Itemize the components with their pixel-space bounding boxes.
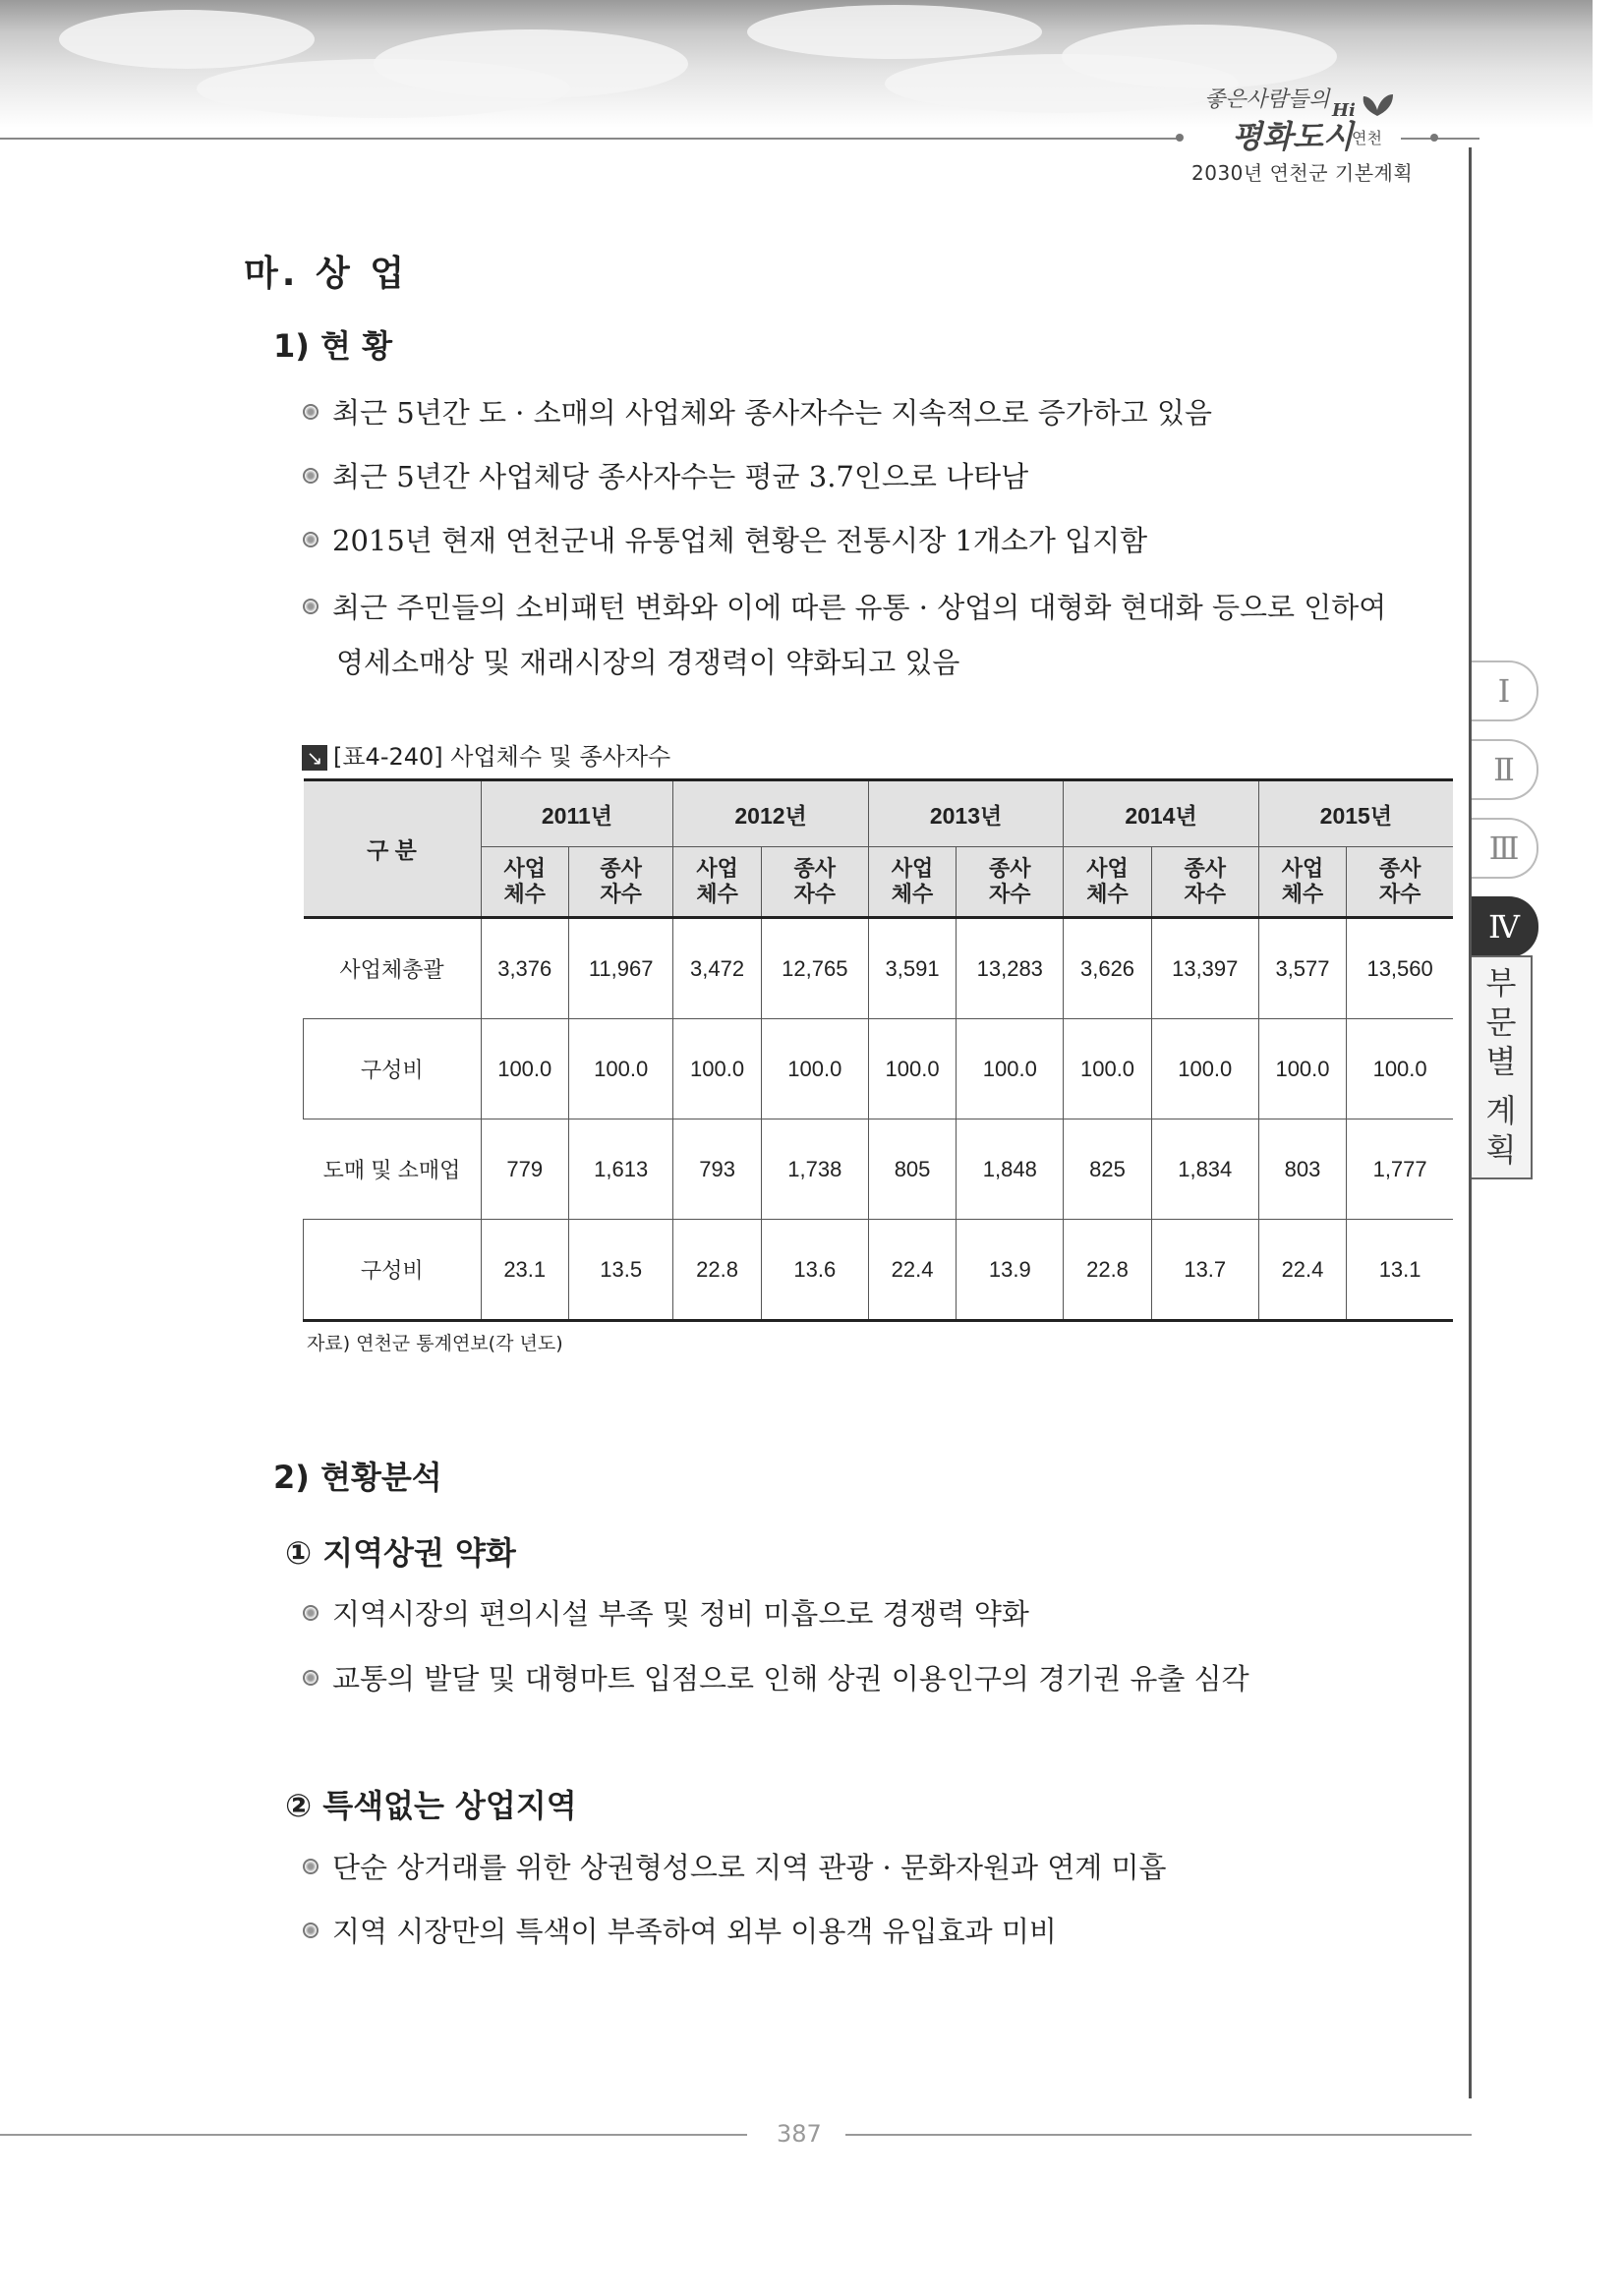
table-cell: 100.0 (868, 1019, 956, 1119)
bullet-item: 최근 5년간 사업체당 종사자수는 평균 3.7인으로 나타남 (303, 455, 1028, 495)
table-cell: 100.0 (1151, 1019, 1258, 1119)
chapter-label-vertical (1472, 955, 1533, 1179)
bullet-icon (303, 468, 319, 484)
row-label: 구성비 (304, 1019, 482, 1119)
table-corner-header: 구 분 (304, 780, 482, 918)
table-cell: 3,472 (673, 918, 761, 1019)
row-label: 도매 및 소매업 (304, 1119, 482, 1220)
table-row (304, 1220, 1454, 1321)
bullet-icon (303, 532, 319, 547)
chapter-label-char: 부 (1485, 964, 1517, 1002)
chapter-tab-4[interactable]: Ⅳ (1472, 896, 1538, 957)
subsection-status-title: 1) 현 황 (273, 327, 392, 365)
arrow-icon: ↘ (302, 745, 327, 771)
subheader-business-count: 사업 체수 (673, 847, 761, 918)
table-cell: 11,967 (568, 918, 672, 1019)
footer-rule-left (0, 2134, 747, 2136)
table-cell: 3,376 (481, 918, 568, 1019)
year-header: 2013년 (868, 780, 1063, 847)
year-header: 2011년 (481, 780, 673, 847)
logo-city: 연천 (1352, 129, 1382, 147)
bullet-icon (303, 404, 319, 420)
table-cell: 13.5 (568, 1220, 672, 1321)
item1-title: ① 지역상권 약화 (285, 1534, 516, 1572)
cloud-shape (59, 10, 315, 69)
table-cell: 803 (1258, 1119, 1346, 1220)
table-cell: 13,397 (1151, 918, 1258, 1019)
table-source-note: 자료) 연천군 통계연보(각 년도) (307, 1333, 563, 1354)
table-row (304, 1119, 1454, 1220)
table-cell: 1,613 (568, 1119, 672, 1220)
header-rule-dot (1176, 134, 1184, 142)
chapter-tab-3[interactable]: Ⅲ (1472, 818, 1538, 879)
table-cell: 3,591 (868, 918, 956, 1019)
table-cell: 1,848 (957, 1119, 1064, 1220)
table-cell: 3,626 (1064, 918, 1151, 1019)
bullet-item: 교통의 발달 및 대형마트 입점으로 인해 상권 이용인구의 경기권 유출 심각 (303, 1657, 1249, 1697)
table-cell: 100.0 (568, 1019, 672, 1119)
header-rule-right (1401, 138, 1479, 140)
cloud-shape (197, 59, 570, 118)
table-row (304, 918, 1454, 1019)
table-cell: 100.0 (673, 1019, 761, 1119)
bullet-item: 최근 주민들의 소비패턴 변화와 이에 따른 유통 · 상업의 대형화 현대화 등으로 인하여 (303, 586, 1386, 626)
table-cell: 12,765 (761, 918, 868, 1019)
bullet-item: 단순 상거래를 위한 상권형성으로 지역 관광 · 문화자원과 연계 미흡 (303, 1846, 1167, 1886)
business-stats-table (303, 778, 1453, 1322)
subsection-analysis-title: 2) 현황분석 (273, 1459, 442, 1496)
subheader-employee-count: 종사 자수 (1347, 847, 1453, 918)
table-cell: 13,283 (957, 918, 1064, 1019)
logo-hi: Hi (1332, 100, 1356, 121)
chapter-tab-2[interactable]: Ⅱ (1472, 739, 1538, 800)
bullet-item: 지역 시장만의 특색이 부족하여 외부 이용객 유입효과 미비 (303, 1910, 1057, 1950)
bullet-item: 최근 5년간 도 · 소매의 사업체와 종사자수는 지속적으로 증가하고 있음 (303, 391, 1212, 431)
table-cell: 825 (1064, 1119, 1151, 1220)
table-cell: 100.0 (957, 1019, 1064, 1119)
bullet-icon (303, 1859, 319, 1874)
table-cell: 100.0 (1064, 1019, 1151, 1119)
bullet-item: 지역시장의 편의시설 부족 및 정비 미흡으로 경쟁력 약화 (303, 1592, 1029, 1633)
subheader-employee-count: 종사 자수 (957, 847, 1064, 918)
table-cell: 1,777 (1347, 1119, 1453, 1220)
chapter-label-char: 별 (1485, 1043, 1517, 1080)
chapter-label-char: 계 (1485, 1092, 1517, 1129)
table-cell: 3,577 (1258, 918, 1346, 1019)
bullet-continuation: 영세소매상 및 재래시장의 경쟁력이 약화되고 있음 (336, 646, 960, 679)
logo-line2: 평화도시 (1232, 118, 1354, 155)
bullet-icon (303, 1605, 319, 1621)
section-title: 마. 상 업 (244, 254, 409, 294)
chapter-label-char: 문 (1485, 1004, 1517, 1041)
table-cell: 22.8 (1064, 1220, 1151, 1321)
table-cell: 13.1 (1347, 1220, 1453, 1321)
subheader-employee-count: 종사 자수 (568, 847, 672, 918)
chapter-label-char: 획 (1485, 1131, 1517, 1169)
logo-line1: 좋은사람들의 (1204, 87, 1330, 112)
bullet-item: 2015년 현재 연천군내 유통업체 현황은 전통시장 1개소가 입지함 (303, 519, 1147, 559)
header-rule (0, 138, 1180, 140)
bullet-icon (303, 599, 319, 614)
row-label: 사업체총괄 (304, 918, 482, 1019)
cloud-shape (747, 5, 1042, 59)
subheader-business-count: 사업 체수 (1064, 847, 1151, 918)
table-cell: 1,834 (1151, 1119, 1258, 1220)
table-cell: 13.6 (761, 1220, 868, 1321)
table-cell: 793 (673, 1119, 761, 1220)
plan-title: 2030년 연천군 기본계획 (1191, 161, 1414, 185)
cloud-shape (885, 54, 1239, 113)
year-header: 2012년 (673, 780, 868, 847)
table-cell: 13,560 (1347, 918, 1453, 1019)
table-cell: 23.1 (481, 1220, 568, 1321)
bullet-icon (303, 1670, 319, 1686)
row-label: 구성비 (304, 1220, 482, 1321)
page-number: 387 (777, 2120, 822, 2148)
table-cell: 805 (868, 1119, 956, 1220)
subheader-business-count: 사업 체수 (481, 847, 568, 918)
table-cell: 13.7 (1151, 1220, 1258, 1321)
butterfly-icon (1360, 90, 1395, 120)
table-cell: 13.9 (957, 1220, 1064, 1321)
bullet-icon (303, 1923, 319, 1938)
year-header: 2014년 (1064, 780, 1258, 847)
table-cell: 779 (481, 1119, 568, 1220)
table-cell: 100.0 (481, 1019, 568, 1119)
table-cell: 100.0 (761, 1019, 868, 1119)
table-cell: 100.0 (1258, 1019, 1346, 1119)
item2-title: ② 특색없는 상업지역 (285, 1787, 577, 1824)
table-cell: 22.4 (1258, 1220, 1346, 1321)
city-logo (1194, 77, 1411, 155)
subheader-employee-count: 종사 자수 (761, 847, 868, 918)
year-header: 2015년 (1258, 780, 1453, 847)
subheader-business-count: 사업 체수 (1258, 847, 1346, 918)
table-cell: 22.4 (868, 1220, 956, 1321)
subheader-employee-count: 종사 자수 (1151, 847, 1258, 918)
chapter-tab-1[interactable]: Ⅰ (1472, 660, 1538, 721)
subheader-business-count: 사업 체수 (868, 847, 956, 918)
table-cell: 22.8 (673, 1220, 761, 1321)
table-row (304, 1019, 1454, 1119)
footer-rule-right (845, 2134, 1472, 2136)
table-caption: ↘ [표4-240] 사업체수 및 종사자수 (302, 737, 670, 772)
header-rule-dot (1430, 134, 1438, 142)
table-cell: 1,738 (761, 1119, 868, 1220)
table-cell: 100.0 (1347, 1019, 1453, 1119)
